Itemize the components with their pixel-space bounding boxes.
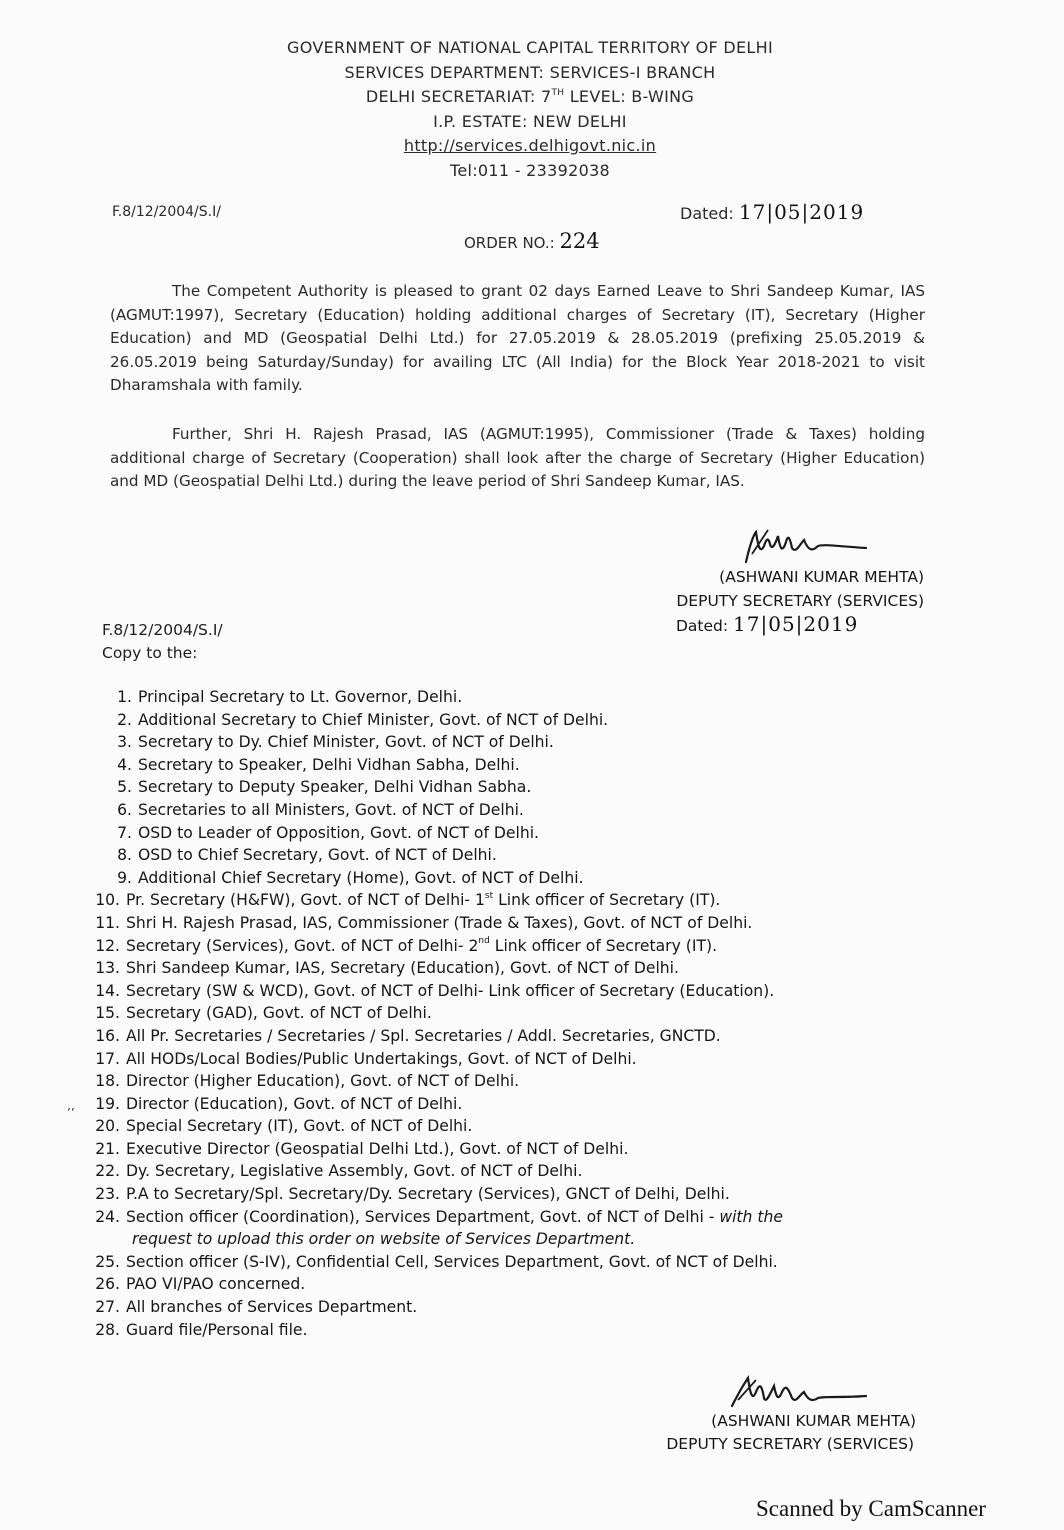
header-address-sup: TH — [551, 87, 565, 98]
list-item — [84, 1115, 954, 1138]
order-date-handwritten: 17|05|2019 — [738, 200, 865, 224]
list-item-number: 17. — [95, 1049, 120, 1068]
header-address — [230, 85, 830, 110]
body-paragraph-1: The Competent Authority is pleased to grant 02 days Earned Leave to Shri Sandeep Kumar, IAS (AGMUT:1997), Secretary (Education) holding additional charges of Secretary (IT), Secretary (Higher Education) and MD (Geospatial Delhi Ltd.) for 27.05.2019 & 28.05.2019 (prefixing 25.05.2019 & 26.05.2019 being Saturday/Sunday) for availing LTC (All India) for the Block Year 2018-2021 to visit Dharamshala with family. — [110, 282, 925, 394]
file-number: F.8/12/2004/S.I/ — [112, 204, 221, 220]
list-item-text: Shri H. Rajesh Prasad, IAS, Commissioner (Trade & Taxes), Govt. of NCT of Delhi. — [126, 913, 753, 932]
list-item — [84, 1251, 954, 1274]
list-item-number: 28. — [95, 1320, 120, 1339]
order-date — [680, 200, 864, 224]
list-item-number: 26. — [95, 1275, 120, 1294]
list-item — [84, 776, 954, 799]
signatory-designation-1: DEPUTY SECRETARY (SERVICES) — [676, 592, 924, 610]
list-item-text: Secretary to Deputy Speaker, Delhi Vidhan Sabha. — [138, 778, 532, 797]
list-item — [84, 889, 954, 912]
list-item-number: 18. — [95, 1072, 120, 1091]
list-item — [84, 1296, 954, 1319]
list-item-text: All branches of Services Department. — [126, 1298, 418, 1317]
letterhead — [230, 36, 830, 183]
list-item-number: 23. — [95, 1185, 120, 1204]
header-government: GOVERNMENT OF NATIONAL CAPITAL TERRITORY OF DELHI — [287, 38, 773, 57]
signature-image-1 — [738, 524, 878, 570]
list-item — [84, 799, 954, 822]
list-item-text: P.A to Secretary/Spl. Secretary/Dy. Secretary (Services), GNCT of Delhi, Delhi. — [126, 1185, 730, 1204]
list-item-number: 16. — [95, 1026, 120, 1045]
list-item-text: Dy. Secretary, Legislative Assembly, Govt. of NCT of Delhi. — [126, 1162, 583, 1181]
list-item-text: OSD to Chief Secretary, Govt. of NCT of Delhi. — [138, 846, 497, 865]
body-paragraph-2: Further, Shri H. Rajesh Prasad, IAS (AGMUT:1995), Commissioner (Trade & Taxes) holding additional charge of Secretary (Cooperation) shall look after the charge of Secretary (Higher Education) and MD (Geospatial Delhi Ltd.) during the leave period of Shri Sandeep Kumar, IAS. — [110, 425, 925, 490]
signatory-name-2: (ASHWANI KUMAR MEHTA) — [711, 1412, 916, 1430]
list-item-number: 22. — [95, 1162, 120, 1181]
list-item-number: 10. — [95, 891, 120, 910]
list-item — [84, 1206, 954, 1229]
copy-distribution-list — [84, 686, 954, 1341]
list-item-text: Executive Director (Geospatial Delhi Ltd.), Govt. of NCT of Delhi. — [126, 1139, 629, 1158]
stray-mark-icon: ’’ — [67, 1106, 75, 1120]
order-number-handwritten: 224 — [559, 229, 600, 253]
list-item-text-pre: Pr. Secretary (H&FW), Govt. of NCT of Delhi- 1 — [126, 891, 485, 910]
list-item — [84, 935, 954, 958]
list-item-number: 27. — [95, 1298, 120, 1317]
list-item — [84, 867, 954, 890]
list-item-text: All Pr. Secretaries / Secretaries / Spl. Secretaries / Addl. Secretaries, GNCTD. — [126, 1026, 721, 1045]
list-item — [84, 1048, 954, 1071]
order-number-label: ORDER NO.: — [464, 234, 555, 252]
list-item-text: Additional Chief Secretary (Home), Govt. of NCT of Delhi. — [138, 868, 584, 887]
list-item-text: PAO VI/PAO concerned. — [126, 1275, 306, 1294]
list-item-number: 9. — [117, 868, 132, 887]
list-item — [84, 709, 954, 732]
signatory-name-1: (ASHWANI KUMAR MEHTA) — [719, 568, 924, 586]
list-item — [84, 1138, 954, 1161]
list-item-number: 11. — [95, 913, 120, 932]
list-item-continuation-text: request to upload this order on website of Services Department. — [132, 1230, 636, 1249]
list-item — [84, 1273, 954, 1296]
header-telephone: Tel:011 - 23392038 — [449, 160, 611, 180]
list-item — [84, 754, 954, 777]
list-item-text: Special Secretary (IT), Govt. of NCT of Delhi. — [126, 1117, 473, 1136]
list-item-number: 15. — [95, 1004, 120, 1023]
list-item-text-main: Section officer (Coordination), Services Department, Govt. of NCT of Delhi - — [126, 1207, 720, 1226]
list-item-text-post: Link officer of Secretary (IT). — [493, 891, 721, 910]
list-item — [84, 686, 954, 709]
list-item-number: 24. — [95, 1207, 120, 1226]
list-item — [84, 1025, 954, 1048]
order-date-label: Dated: — [680, 204, 734, 223]
list-item — [84, 1160, 954, 1183]
list-item-text: Secretary (SW & WCD), Govt. of NCT of Delhi- Link officer of Secretary (Education). — [126, 981, 775, 1000]
list-item-sup: st — [484, 891, 494, 902]
header-address-pre: DELHI SECRETARIAT: 7 — [365, 87, 552, 106]
list-item-number: 2. — [117, 710, 132, 729]
copy-to-heading: Copy to the: — [102, 644, 198, 662]
list-item-text-italic: with the — [719, 1207, 783, 1226]
list-item-number: 3. — [117, 733, 132, 752]
list-item — [84, 1002, 954, 1025]
list-item — [84, 1093, 954, 1116]
list-item-number: 5. — [117, 778, 132, 797]
list-item-text: OSD to Leader of Opposition, Govt. of NCT of Delhi. — [138, 823, 540, 842]
list-item-text: Secretary to Dy. Chief Minister, Govt. of NCT of Delhi. — [138, 733, 554, 752]
list-item-text — [126, 935, 717, 958]
list-item — [84, 1183, 954, 1206]
list-item-text — [126, 889, 720, 912]
header-estate: I.P. ESTATE: NEW DELHI — [433, 111, 627, 131]
list-item-number: 25. — [95, 1252, 120, 1271]
list-item-number: 20. — [95, 1117, 120, 1136]
list-item-number: 13. — [95, 959, 120, 978]
list-item-text: Secretary (GAD), Govt. of NCT of Delhi. — [126, 1004, 432, 1023]
list-item — [84, 957, 954, 980]
copy-date — [676, 612, 858, 636]
list-item-number: 4. — [117, 755, 132, 774]
list-item — [84, 912, 954, 935]
list-item-text: Guard file/Personal file. — [126, 1320, 308, 1339]
list-item-text: All HODs/Local Bodies/Public Undertakings, Govt. of NCT of Delhi. — [126, 1049, 637, 1068]
header-url-link[interactable]: http://services.delhigovt.nic.in — [403, 136, 657, 155]
list-item — [84, 731, 954, 754]
list-item-text: Principal Secretary to Lt. Governor, Delhi. — [138, 688, 463, 706]
list-item-text — [126, 1206, 783, 1229]
list-item-number: 1. — [117, 688, 132, 706]
copy-file-number: F.8/12/2004/S.I/ — [102, 621, 223, 639]
list-item-text-pre: Secretary (Services), Govt. of NCT of Delhi- 2 — [126, 936, 479, 955]
list-item — [84, 1319, 954, 1342]
list-item-text: Secretaries to all Ministers, Govt. of NCT of Delhi. — [138, 800, 524, 819]
copy-date-handwritten: 17|05|2019 — [733, 612, 859, 636]
signatory-designation-2: DEPUTY SECRETARY (SERVICES) — [666, 1435, 914, 1453]
list-item — [84, 980, 954, 1003]
list-item-continuation — [84, 1228, 954, 1251]
list-item-text: Additional Secretary to Chief Minister, Govt. of NCT of Delhi. — [138, 710, 609, 729]
list-item-text-post: Link officer of Secretary (IT). — [489, 936, 718, 955]
header-department: SERVICES DEPARTMENT: SERVICES-I BRANCH — [344, 62, 716, 82]
list-item-sup: nd — [478, 936, 490, 947]
list-item-number: 12. — [95, 936, 120, 955]
list-item — [84, 844, 954, 867]
camscanner-watermark: Scanned by CamScanner — [756, 1496, 986, 1521]
list-item — [84, 1070, 954, 1093]
list-item-text: Section officer (S-IV), Confidential Cell, Services Department, Govt. of NCT of Delhi. — [126, 1252, 778, 1271]
list-item-text: Director (Higher Education), Govt. of NCT of Delhi. — [126, 1072, 520, 1091]
list-item-number: 8. — [117, 846, 132, 865]
list-item-number: 19. — [95, 1094, 120, 1113]
list-item-number: 6. — [117, 800, 132, 819]
copy-date-label: Dated: — [676, 617, 729, 635]
order-number — [464, 229, 600, 253]
list-item-number: 21. — [95, 1139, 120, 1158]
list-item-number: 7. — [117, 823, 132, 842]
list-item-text: Secretary to Speaker, Delhi Vidhan Sabha, Delhi. — [138, 755, 520, 774]
list-item-number: 14. — [95, 981, 120, 1000]
header-address-post: LEVEL: B-WING — [564, 87, 695, 106]
list-item-text: Director (Education), Govt. of NCT of Delhi. — [126, 1094, 463, 1113]
list-item-text: Shri Sandeep Kumar, IAS, Secretary (Education), Govt. of NCT of Delhi. — [126, 959, 679, 978]
list-item — [84, 822, 954, 845]
